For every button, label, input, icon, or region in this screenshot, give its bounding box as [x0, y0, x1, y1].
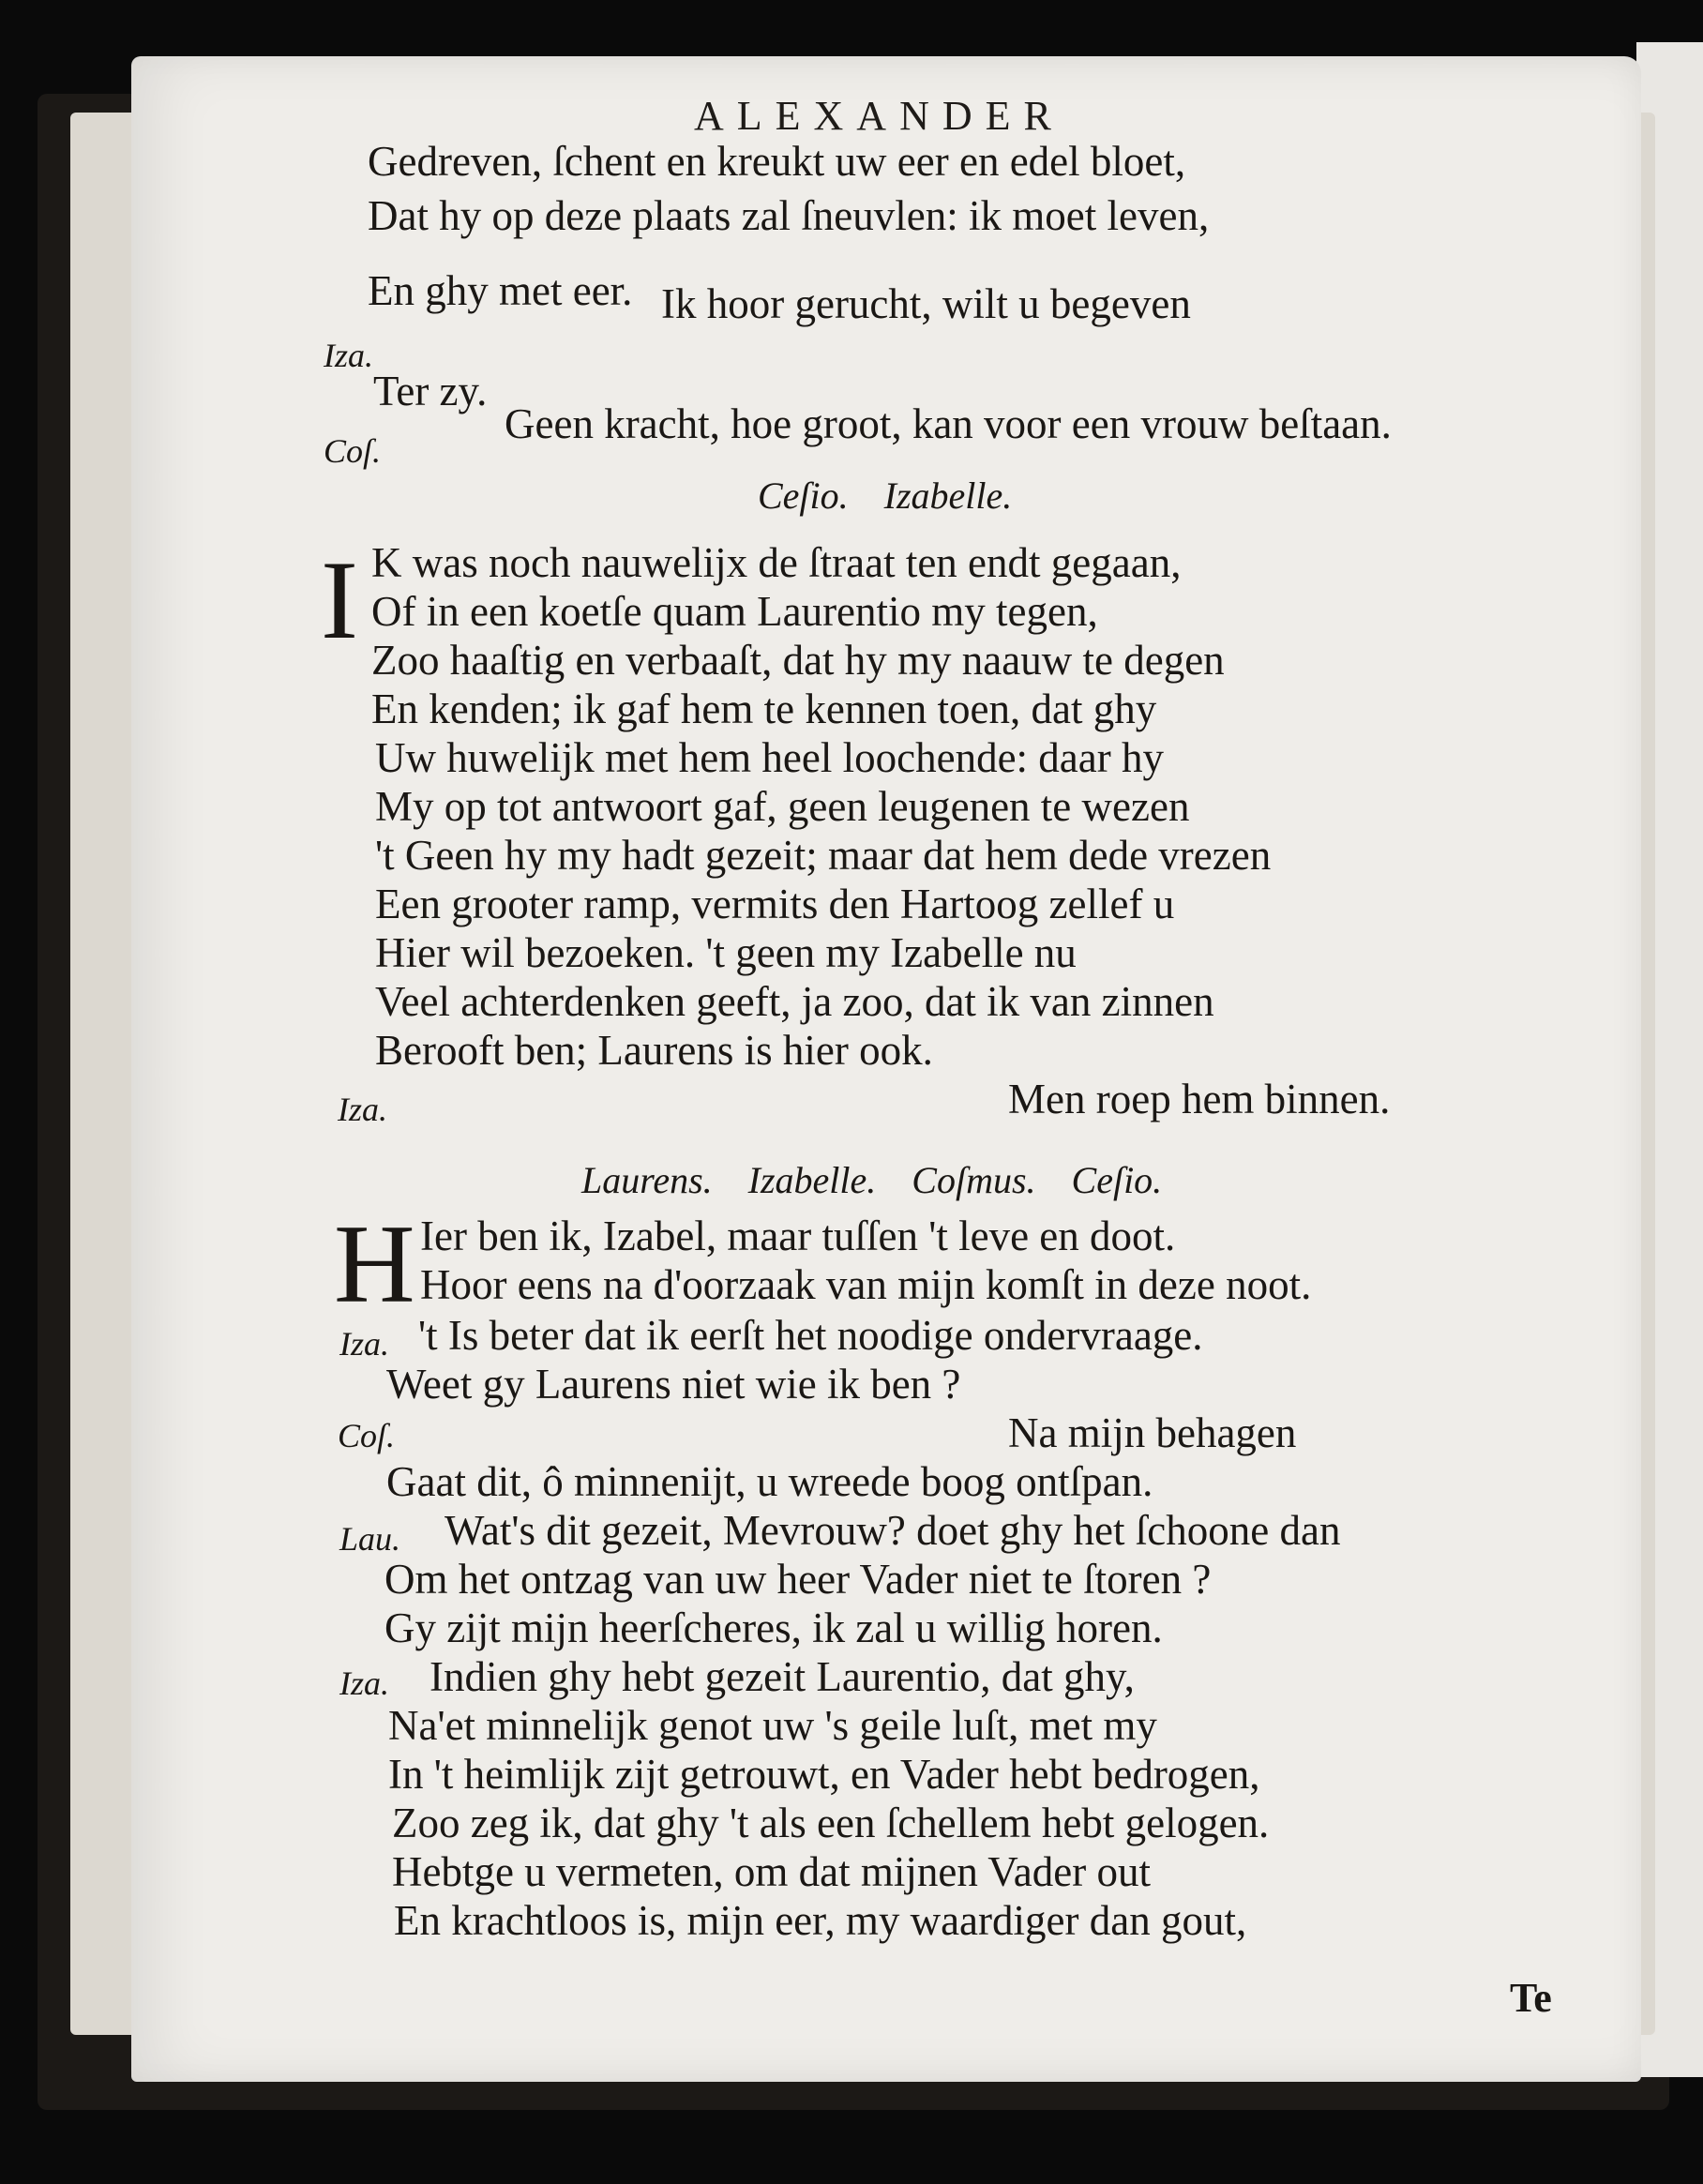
- verse-line: Indien ghy hebt gezeit Laurentio, dat ghy,: [430, 1653, 1135, 1700]
- verse-line: 't Is beter dat ik eerſt het noodige ondervraage.: [418, 1312, 1203, 1359]
- verse-line: Zoo zeg ik, dat ghy 't als een ſchellem hebt gelogen.: [392, 1800, 1270, 1846]
- catchword: Te: [1510, 1975, 1552, 2021]
- speaker-label: Lau.: [339, 1520, 401, 1558]
- drop-cap: I: [321, 537, 358, 662]
- speaker-label: Coſ.: [324, 432, 382, 470]
- running-head: ALEXANDER: [694, 93, 1064, 139]
- verse-line: En krachtloos is, mijn eer, my waardiger dan gout,: [394, 1897, 1247, 1944]
- speaker-label: Iza.: [324, 337, 373, 374]
- verse-line: Ier ben ik, Izabel, maar tuſſen 't leve en doot.: [420, 1212, 1176, 1259]
- speaker-label: Iza.: [338, 1091, 387, 1128]
- verse-line: Gaat dit, ô minnenijt, u wreede boog ontſpan.: [386, 1458, 1153, 1505]
- verse-line: Gedreven, ſchent en kreukt uw eer en edel bloet,: [368, 138, 1186, 185]
- verse-line: Uw huwelijk met hem heel loochende: daar hy: [375, 734, 1164, 781]
- verse-line: Hoor eens na d'oorzaak van mijn komſt in deze noot.: [420, 1261, 1312, 1308]
- verse-line: K was noch nauwelijx de ſtraat ten endt gegaan,: [371, 539, 1182, 586]
- verse-line: Dat hy op deze plaats zal ſneuvlen: ik moet leven,: [368, 192, 1210, 239]
- verse-line: Om het ontzag van uw heer Vader niet te ſtoren ?: [384, 1556, 1212, 1603]
- verse-line: In 't heimlijk zijt getrouwt, en Vader hebt bedrogen,: [388, 1751, 1260, 1798]
- verse-line: Een grooter ramp, vermits den Hartoog zellef u: [375, 881, 1175, 927]
- verse-line: Zoo haaſtig en verbaaſt, dat hy my naauw te degen: [371, 637, 1225, 684]
- verse-line: Berooft ben; Laurens is hier ook.: [375, 1027, 933, 1074]
- verse-line: Wat's dit gezeit, Mevrouw? doet ghy het ſchoone dan: [445, 1507, 1341, 1554]
- verse-line: Weet gy Laurens niet wie ik ben ?: [386, 1361, 961, 1408]
- verse-line: Hebtge u vermeten, om dat mijnen Vader out: [392, 1848, 1151, 1895]
- verse-line: My op tot antwoort gaf, geen leugenen te wezen: [375, 783, 1190, 830]
- drop-cap: H: [334, 1201, 415, 1326]
- speaker-label: Iza.: [339, 1664, 389, 1702]
- verse-line: En ghy met eer.: [368, 267, 633, 314]
- verse-line: Geen kracht, hoe groot, kan voor een vrouw beſtaan.: [505, 400, 1392, 447]
- speaker-label: Coſ.: [338, 1417, 396, 1454]
- verse-line: 't Geen hy my hadt gezeit; maar dat hem dede vrezen: [375, 832, 1272, 879]
- verse-line: Gy zijt mijn heerſcheres, ik zal u willig horen.: [384, 1604, 1163, 1651]
- verse-line: Of in een koetſe quam Laurentio my tegen,: [371, 588, 1098, 635]
- verse-line: Na mijn behagen: [1008, 1409, 1297, 1456]
- scene-cast-heading: Ceſio. Izabelle.: [758, 474, 1013, 517]
- verse-line: Ter zy.: [373, 368, 488, 414]
- verse-line: Veel achterdenken geeft, ja zoo, dat ik van zinnen: [375, 978, 1214, 1025]
- verse-line: Ik hoor gerucht, wilt u begeven: [661, 280, 1191, 327]
- verse-line: Na'et minnelijk genot uw 's geile luſt, met my: [388, 1702, 1157, 1749]
- scene-cast-heading: Laurens. Izabelle. Coſmus. Ceſio.: [581, 1159, 1163, 1201]
- speaker-label: Iza.: [339, 1325, 389, 1363]
- verse-line: Hier wil bezoeken. 't geen my Izabelle nu: [375, 929, 1077, 976]
- verse-line: En kenden; ik gaf hem te kennen toen, dat ghy: [371, 685, 1157, 732]
- verse-line: Men roep hem binnen.: [1008, 1076, 1391, 1122]
